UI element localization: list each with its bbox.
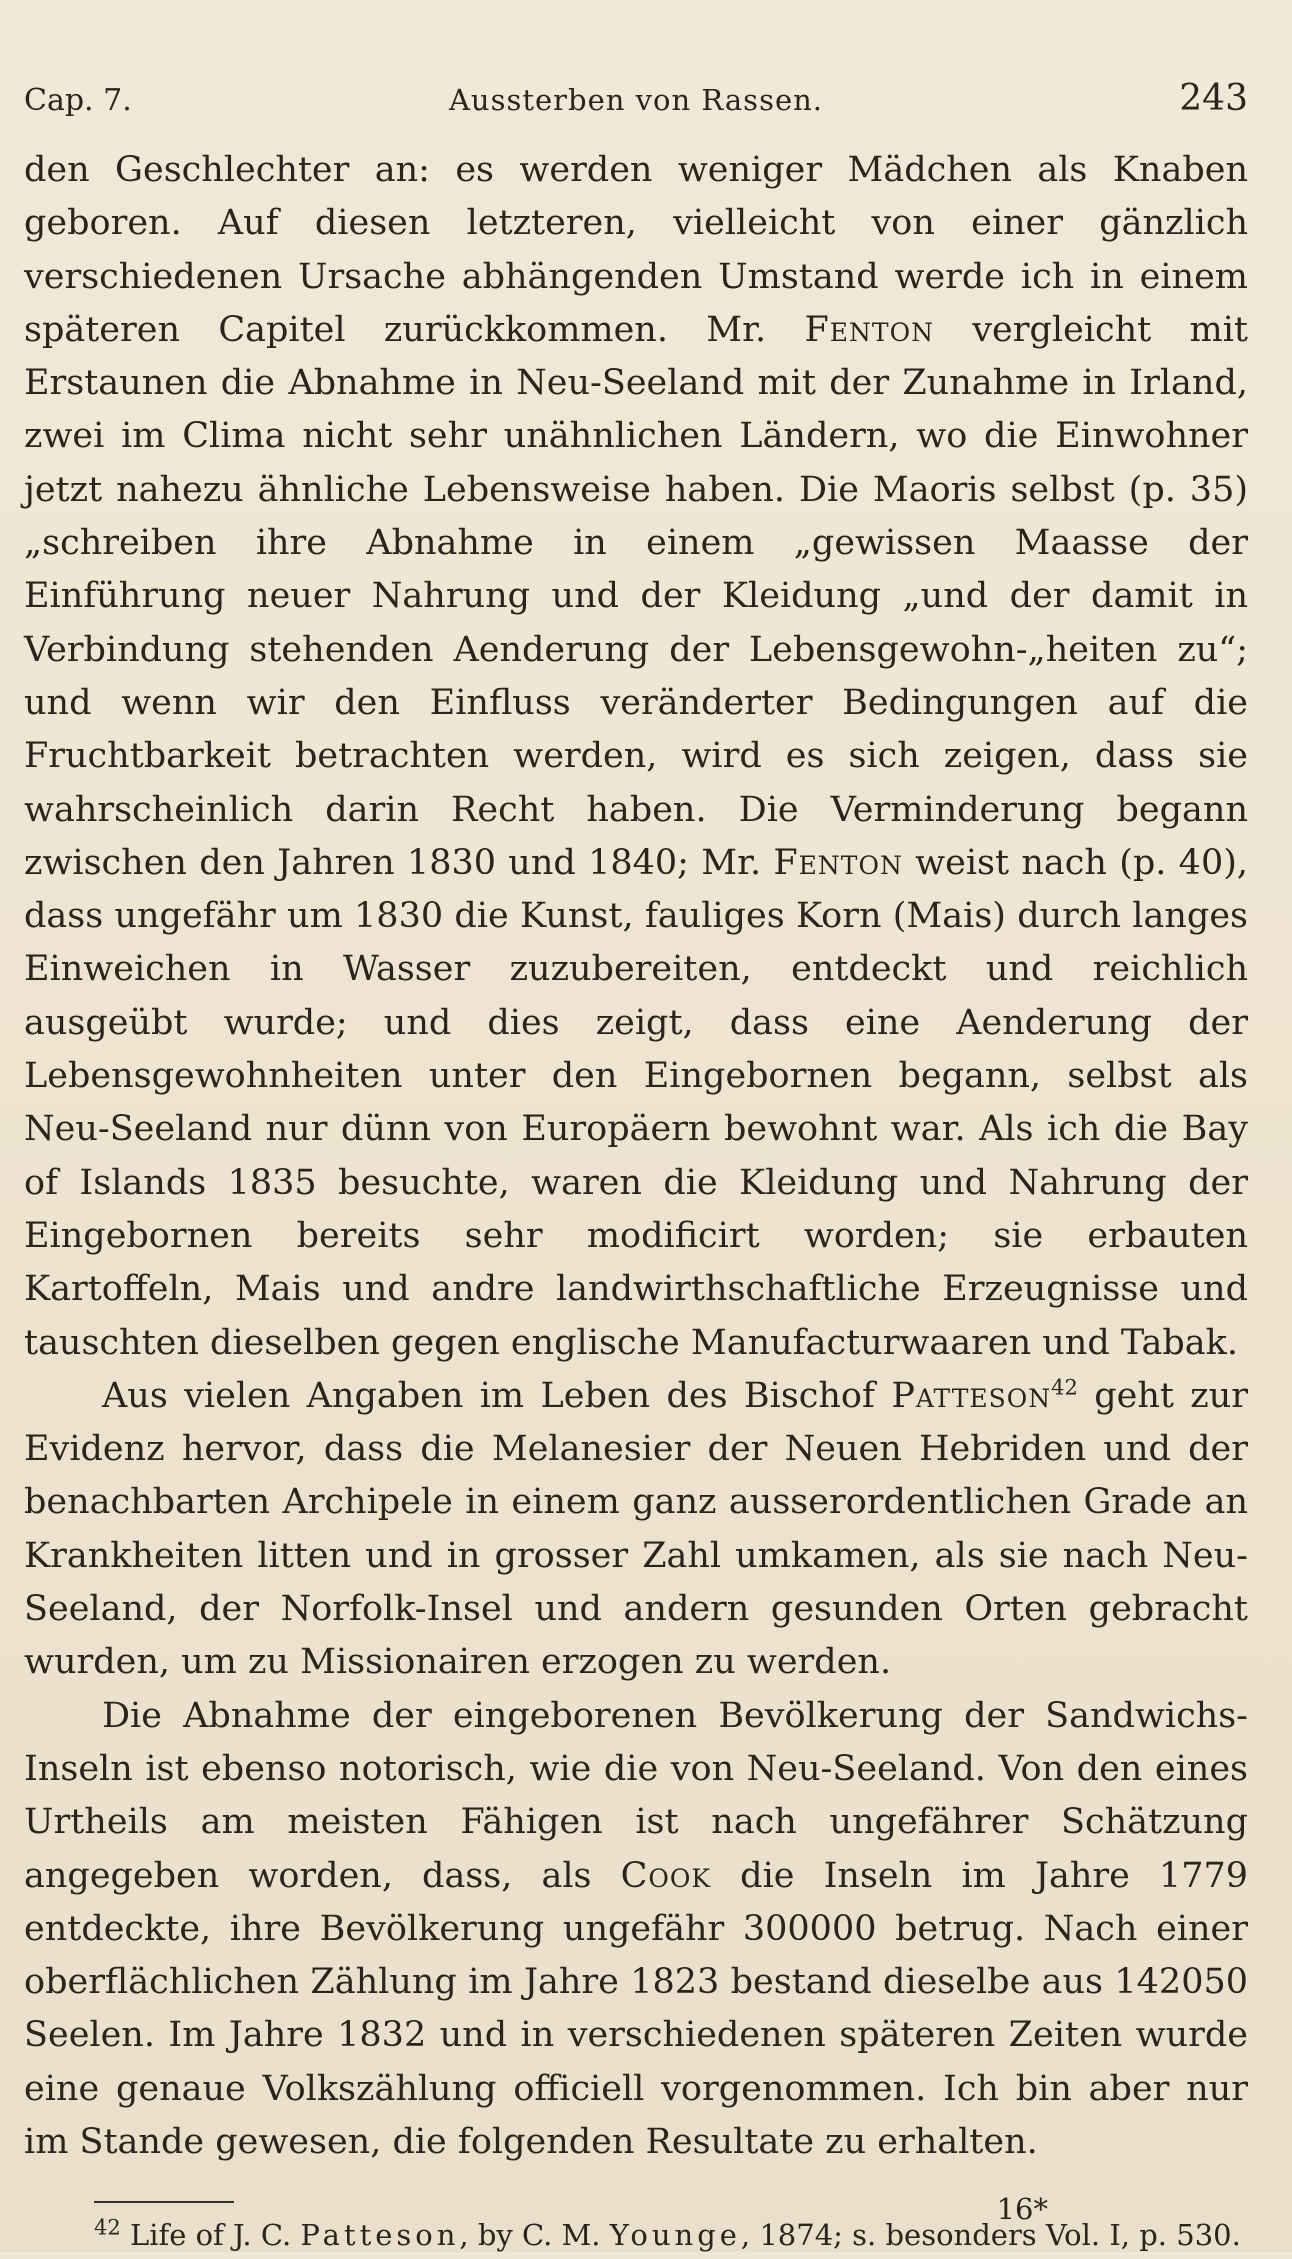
text-run: den Geschlechter an: es werden weniger Mädchen als Knaben geboren. Auf diesen letzteren, vielleicht von einer gänzlich verschiedenen Ursache abhängenden Umstand werde ich in einem späteren Capitel zurückkommen. Mr. — [24, 150, 1248, 350]
footnote-number: 42 — [94, 2215, 121, 2240]
text-run: die Inseln im Jahre 1779 entdeckte, ihre Bevölkerung ungefähr 300000 betrug. Nach einer oberflächlichen Zählung im Jahre 1823 bestand dieselbe aus 142050 Seelen. Im Jahre 1832 und in verschiedenen späteren Zeiten wurde eine genaue Volkszählung officiell vorgenommen. Ich bin aber nur im Stande gewesen, die folgenden Resultate zu erhalten. — [24, 1855, 1248, 2162]
footnote-divider — [94, 2201, 234, 2203]
text-run: Aus vielen Angaben im Leben des Bischof — [102, 1375, 892, 1416]
footnote-name: Younge — [609, 2218, 741, 2253]
text-run: vergleicht mit Erstaunen die Abnahme in Neu-Seeland mit der Zunahme in Irland, zwei im Clima nicht sehr unähnlichen Ländern, wo die Einwohner jetzt nahezu ähnliche Lebensweise haben. Die Maoris selbst (p. 35) „schreiben ihre Abnahme in einem „gewissen Maasse der Einführung neuer Nahrung und der Kleidung „und der damit in Verbindung stehenden Aenderung der Lebensgewohn-„heiten zu“; und wenn wir den Einfluss veränderter Bedingungen auf die Fruchtbarkeit betrachten werden, wird es sich zeigen, dass sie wahrscheinlich darin Recht haben. Die Verminderung begann zwischen den Jahren 1830 und 1840; Mr. — [24, 309, 1248, 883]
author-name: Fenton — [804, 309, 934, 350]
text-run: geht zur Evidenz hervor, dass die Melanesier der Neuen Hebriden und der benachbarten Archipele in einem ganz ausserordentlichen Grade an Krankheiten litten und in grosser Zahl umkamen, als sie nach Neu-Seeland, der Norfolk-Insel und andern gesunden Orten gebracht wurden, um zu Missionairen erzogen zu werden. — [24, 1375, 1249, 1683]
running-header — [24, 78, 1248, 132]
author-name: Patteson — [891, 1375, 1052, 1416]
paragraph-3 — [24, 1690, 1248, 2170]
chapter-label: Cap. 7. — [24, 83, 132, 118]
page-number: 243 — [1179, 78, 1248, 119]
running-title: Aussterben von Rassen. — [448, 83, 824, 117]
text-run: weist nach (p. 40), dass ungefähr um 1830 die Kunst, fauliges Korn (Mais) durch langes Einweichen in Wasser zuzubereiten, entdeckt und reichlich ausgeübt wurde; und dies zeigt, dass eine Aenderung der Lebensgewohnheiten unter den Eingebornen begann, selbst als Neu-Seeland nur dünn von Europäern bewohnt war. Als ich die Bay of Islands 1835 besuchte, waren die Kleidung und Nahrung der Eingebornen bereits sehr modificirt worden; sie erbauten Kartoffeln, Mais und andre landwirthschaftliche Erzeugnisse und tauschten dieselben gegen englische Manufacturwaaren und Tabak. — [24, 842, 1248, 1363]
text-run: Die Abnahme der eingeborenen Bevölkerung der Sandwichs-Inseln ist ebenso notorisch, wie die von Neu-Seeland. Von den eines Urtheils am meisten Fähigen ist nach ungefährer Schätzung angegeben worden, dass, als — [24, 1695, 1248, 1896]
text-run: , 1874; s. besonders Vol. I, p. 530. — [740, 2218, 1241, 2253]
paragraph-1 — [24, 144, 1248, 1370]
paragraph-2 — [24, 1370, 1248, 1690]
author-name: Fenton — [773, 842, 903, 883]
text-run: Life of J. C. — [120, 2218, 301, 2253]
footnote-name: Patteson — [300, 2218, 460, 2253]
text-run: , by C. M. — [459, 2218, 610, 2253]
author-name: Cook — [620, 1855, 712, 1896]
body-text — [24, 144, 1248, 2169]
printer-signature: 16* — [996, 2192, 1048, 2226]
footnote-reference[interactable]: 42 — [1051, 1375, 1078, 1400]
